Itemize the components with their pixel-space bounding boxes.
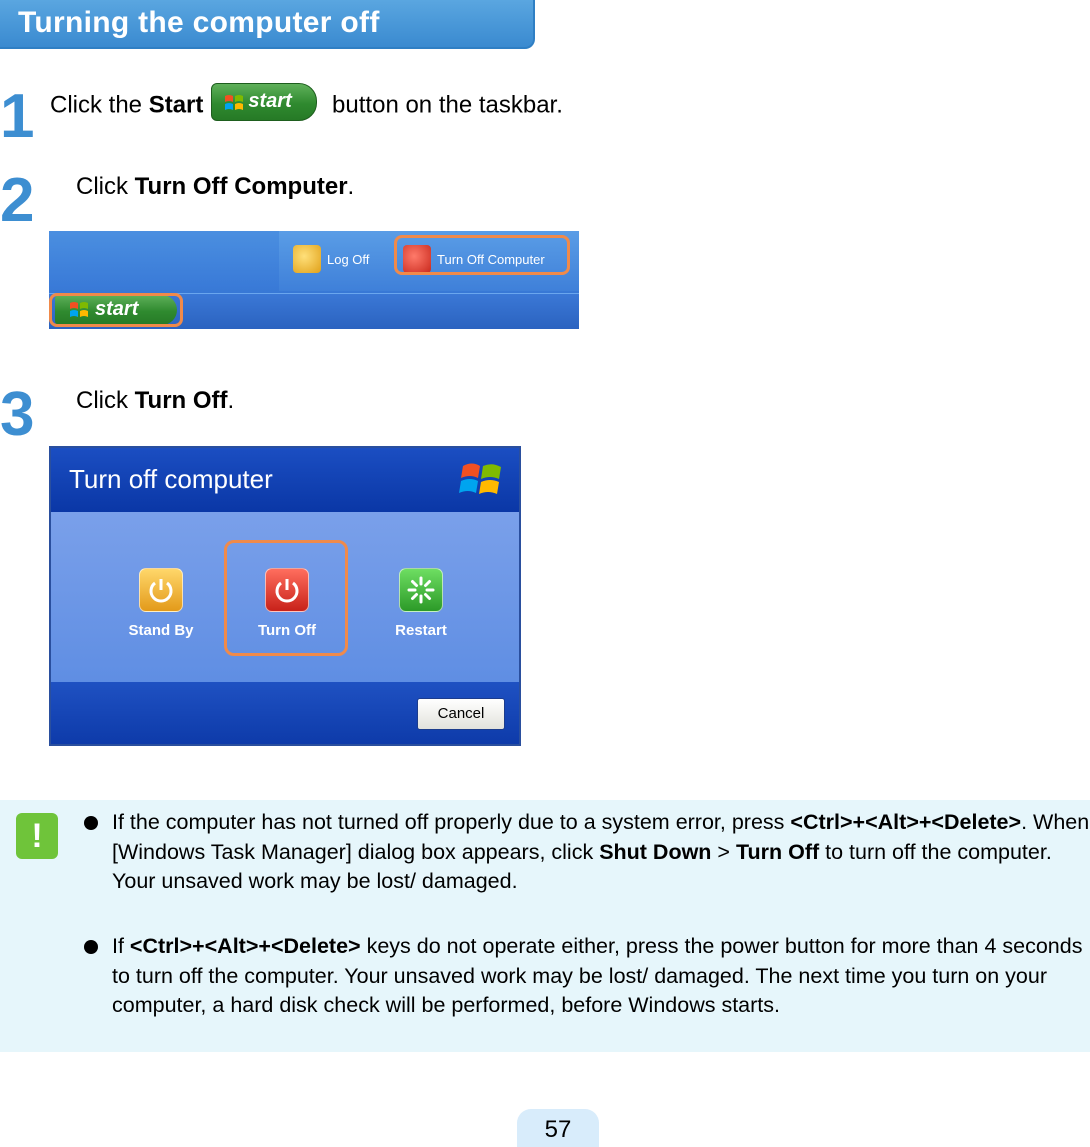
- note-1-turnoff: Turn Off: [735, 839, 820, 864]
- log-off-label: Log Off: [327, 251, 370, 267]
- step-1-pre: Click the: [50, 91, 149, 119]
- dialog-header: [51, 448, 519, 512]
- step-3-bold: Turn Off: [134, 387, 228, 414]
- bullet-1-icon: [84, 816, 98, 830]
- windows-logo-icon: [459, 460, 505, 500]
- turn-off-highlight: [394, 235, 570, 275]
- taskbar-start-label: start: [95, 298, 139, 320]
- log-off-item: [293, 245, 369, 273]
- windows-flag-icon: [224, 93, 244, 113]
- step-number-2: 2: [0, 166, 35, 235]
- step-3-pre: Click: [76, 387, 135, 414]
- restart-option: [366, 568, 476, 639]
- note-1-keys: <Ctrl>+<Alt>+<Delete>: [790, 810, 1022, 834]
- step-2-text: [76, 175, 354, 199]
- dialog-title: Turn off computer: [69, 464, 273, 494]
- turn-off-option-highlight: [224, 540, 348, 656]
- note-2-keys: <Ctrl>+<Alt>+<Delete>: [129, 934, 361, 958]
- start-highlight: [49, 293, 183, 327]
- note-1-text-a: If the computer has not turned off properly due to a system error, press: [112, 810, 791, 834]
- stand-by-icon: [139, 568, 183, 612]
- note-1-text-b: . When [Windows Task Manager] dialog box appears, click: [112, 810, 1090, 864]
- step-3-post: .: [227, 387, 235, 414]
- step-number-3: 3: [0, 380, 35, 449]
- note-2: [112, 932, 1090, 1021]
- step-2-bold: Turn Off Computer: [134, 173, 348, 200]
- turn-off-label: Turn Off: [257, 622, 317, 639]
- note-1-sep: >: [711, 839, 736, 864]
- stand-by-option: [106, 568, 216, 639]
- step-1-bold: Start: [148, 91, 204, 119]
- bullet-2-icon: [84, 940, 98, 954]
- step-2-pre: Click: [76, 173, 135, 200]
- note-2-text-b: keys do not operate either, press the power button for more than 4 seconds to turn off the computer. Your unsaved work may be lost/ damaged. The next time you turn on your computer, a hard disk check will be performed, before Windows starts.: [112, 934, 1083, 1017]
- step-1-post: button on the taskbar.: [325, 91, 563, 119]
- start-button-image: [211, 83, 317, 121]
- step-3-text: [76, 389, 234, 413]
- start-button-label: start: [248, 90, 292, 112]
- section-title: Turning the computer off: [18, 6, 380, 39]
- section-title-bar: [0, 0, 535, 49]
- note-1-shutdown: Shut Down: [599, 839, 712, 864]
- exclamation-icon: !: [16, 813, 58, 859]
- restart-icon: [399, 568, 443, 612]
- turn-off-computer-label: Turn Off Computer: [437, 251, 545, 267]
- note-2-text-a: If: [112, 934, 130, 958]
- stand-by-label: Stand By: [128, 622, 194, 639]
- step-1-text: [50, 91, 563, 121]
- cancel-button: Cancel: [417, 698, 505, 730]
- note-1-text-c: to turn off the computer. Your unsaved work may be lost/ damaged.: [112, 839, 1052, 893]
- key-icon: [293, 245, 321, 273]
- step-number-1: 1: [0, 82, 35, 151]
- step-2-post: .: [347, 173, 355, 200]
- restart-label: Restart: [395, 622, 447, 639]
- page-number: 57: [517, 1109, 599, 1147]
- taskbar-screenshot: [49, 231, 579, 329]
- turn-off-dialog-screenshot: [49, 446, 521, 746]
- note-1: [112, 808, 1090, 897]
